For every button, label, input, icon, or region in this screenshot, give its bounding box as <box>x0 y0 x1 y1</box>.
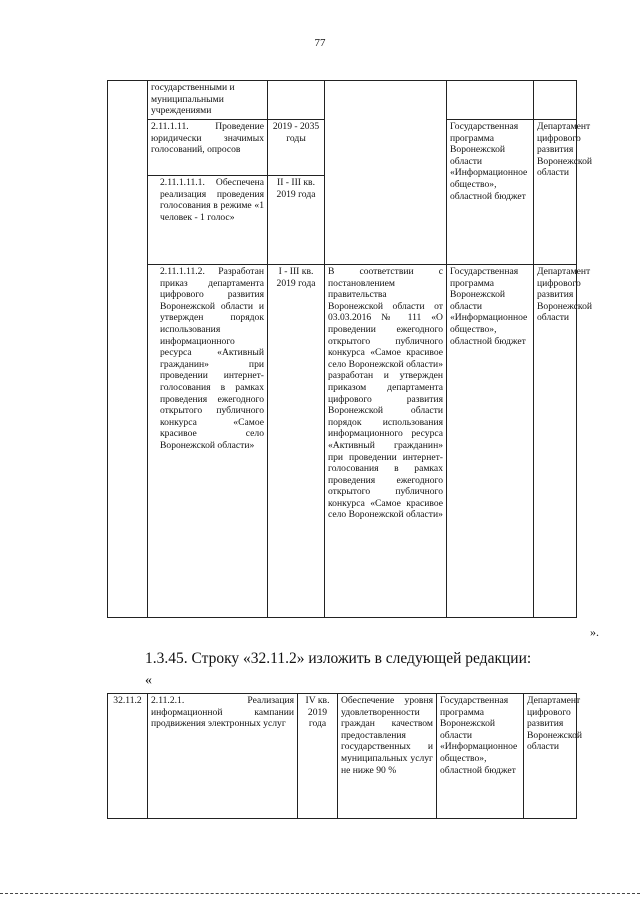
row-program-cell: Государственная программа Воронежской области «Информационное общество», областной бюджет <box>437 694 524 819</box>
activity-text-cell: 2.11.1.11. Проведение юридически значимых голосований, опросов <box>148 120 268 176</box>
event-term-cell: I - III кв. 2019 года <box>268 265 325 618</box>
row-code-cell: 32.11.2 <box>108 694 148 819</box>
result-cell-empty <box>325 81 447 265</box>
amendment-item-text: 1.3.45. Строку «32.11.2» изложить в следующей редакции: <box>145 650 532 667</box>
code-cell-empty <box>108 81 148 618</box>
event-executor-cell: Департамент цифрового развития Воронежской области <box>534 265 577 618</box>
executor-cell-empty <box>534 81 577 120</box>
term-cell-empty <box>268 81 325 120</box>
bottom-divider <box>0 893 640 894</box>
event-result-cell: В соответствии с постановлением правительства Воронежской области от 03.03.2016 № 111 «О проведении ежегодного открытого публичного конкурса «Самое красивое село Воронежской области» разработан и утвержден приказом департамента цифрового развития Воронежской области порядок использования информационного ресурса «Активный гражданин» при проведении интернет-голосования в рамках проведения ежегодного открытого публичного конкурса «Самое красивое село Воронежской области» <box>325 265 447 618</box>
activity-term-cell: 2019 - 2035 годы <box>268 120 325 176</box>
subactivity-term-cell: II - III кв. 2019 года <box>268 176 325 265</box>
program-cell-empty <box>447 81 534 120</box>
opening-quote: « <box>145 673 152 688</box>
executor-cell: Департамент цифрового развития Воронежской области <box>534 120 577 265</box>
replacement-table <box>107 693 582 819</box>
row-result-cell: Обеспечение уровня удовлетворенности граждан качеством предоставления государственных и муниципальных услуг не ниже 90 % <box>338 694 437 819</box>
event-text-cell: 2.11.1.11.2. Разработан приказ департамента цифрового развития Воронежской области и утвержден порядок использования информационного ресурса «Активный гражданин» при проведении интернет-голосования в рамках проведения ежегодного открытого публичного конкурса «Самое красивое село Воронежской области» <box>148 265 268 618</box>
page-number: 77 <box>314 37 326 49</box>
row-term-cell: IV кв. 2019 года <box>298 694 338 819</box>
row-text-cell: 2.11.2.1. Реализация информационной кампании продвижения электронных услуг <box>148 694 298 819</box>
subactivity-text-cell: 2.11.1.11.1. Обеспечена реализация проведения голосования в режиме «1 человек - 1 голос» <box>148 176 268 265</box>
row-executor-cell: Департамент цифрового развития Воронежской области <box>524 694 577 819</box>
event-program-cell: Государственная программа Воронежской области «Информационное общество», областной бюджет <box>447 265 534 618</box>
continuation-table <box>107 80 592 618</box>
closing-quote: ». <box>590 625 599 639</box>
program-cell: Государственная программа Воронежской области «Информационное общество», областной бюджет <box>447 120 534 265</box>
continued-text-cell: государственными и муниципальными учреждениями <box>148 81 268 120</box>
